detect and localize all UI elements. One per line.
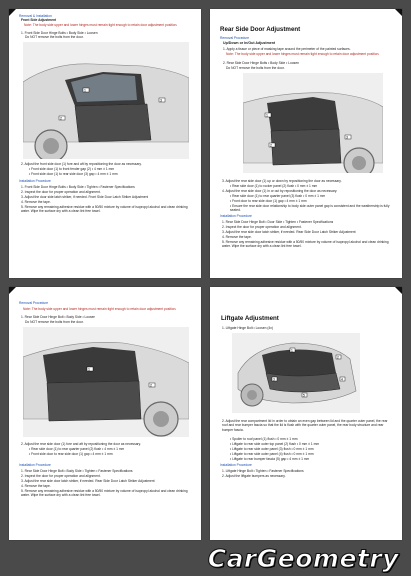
step-line: Do NOT remove the bolts from the door. bbox=[25, 320, 84, 324]
page-corner-mark bbox=[395, 287, 402, 294]
step-line: 1. Liftgate Hinge Bolt • Tighten • Fastener Specifications bbox=[222, 469, 304, 473]
page-corner-mark bbox=[9, 9, 16, 16]
step-line: 1. Apply a tissue or piece of masking tape around the perimeter of the painted surfaces. bbox=[223, 47, 351, 51]
step-line: • Liftgate to rear side outer panel (3) flush • 0 mm ± 1 mm bbox=[230, 447, 314, 451]
car-side-drawing bbox=[243, 73, 383, 173]
svg-text:1: 1 bbox=[88, 367, 90, 372]
svg-text:2: 2 bbox=[60, 116, 62, 121]
svg-text:1: 1 bbox=[84, 88, 86, 93]
step-line: 2. Adjust the liftgate bumpers as necessary. bbox=[222, 474, 286, 478]
step-line: • Rear side door (1) to rear quarter panel (2) flush • 4 mm ± 1 mm bbox=[29, 447, 125, 451]
link-installation-procedure[interactable]: Installation Procedure bbox=[19, 179, 51, 183]
svg-text:2: 2 bbox=[337, 355, 339, 360]
liftgate-illustration bbox=[232, 333, 360, 413]
step-line: 3. Adjust the rear side door latch striker, if needed. Rear Side Door Latch Striker Adjustment bbox=[222, 230, 356, 234]
step-line: 2. Inspect the door for proper operation and alignment. bbox=[21, 474, 101, 478]
step-line: 3. Adjust the rear side door latch striker, if needed. Rear Side Door Latch Striker Adjustment bbox=[21, 479, 155, 483]
link-installation-procedure[interactable]: Installation Procedure bbox=[220, 214, 252, 218]
page-title: Rear Side Door Adjustment bbox=[220, 26, 301, 33]
page-title: Liftgate Adjustment bbox=[221, 315, 279, 322]
step-line: 4. Remove the tape. bbox=[222, 235, 252, 239]
link-installation-procedure[interactable]: Installation Procedure bbox=[220, 463, 252, 467]
svg-text:3: 3 bbox=[160, 98, 162, 103]
note-text: Note: The body side upper and lower hinges must remain tight enough to retain door adjustment position. bbox=[226, 52, 380, 56]
step-line: • Liftgate to rear side outer top panel (2) flush • 0 mm ± 1 mm bbox=[230, 442, 320, 446]
step-line: 5. Remove any remaining adhesive residue with a 50/50 mixture by volume of isopropyl alcohol and clean drinking water. Wipe the surface dry with a clean lint free towel. bbox=[21, 205, 188, 214]
step-line: Do NOT remove the bolts from the door. bbox=[25, 35, 84, 39]
car-side-drawing bbox=[23, 327, 189, 437]
step-line: • Front side door to rear side door (1) gap • 4 mm ± 1 mm bbox=[29, 452, 113, 456]
step-line: • Front door to rear side door (1) gap • 4 mm ± 1 mm bbox=[230, 199, 307, 203]
section-heading: Front Side Adjustment bbox=[21, 18, 57, 22]
car-rear-drawing bbox=[232, 333, 360, 413]
step-line: 2. Adjust the rear compartment lid in order to obtain an even gap between lid and the quarter outer panel, the rear roof and rear bumper fascia so that the lid is flush with the quarter outer panel, the rear body structure and rear bumper fascia. bbox=[222, 419, 388, 432]
manual-page-rear-door bbox=[210, 9, 402, 278]
step-line: 2. Adjust the rear side door (1) fore and aft by repositioning the door as necessary. bbox=[21, 442, 141, 446]
step-line: 3. Adjust the rear side door (1) up or down by repositioning the door as necessary. bbox=[222, 179, 342, 183]
step-line: 2. Inspect the door for proper operation and alignment. bbox=[222, 225, 302, 229]
link-removal-installation[interactable]: Removal & Installation bbox=[19, 14, 52, 18]
svg-text:2: 2 bbox=[150, 383, 152, 388]
page-corner-mark bbox=[9, 287, 16, 294]
link-removal-procedure[interactable]: Removal Procedure bbox=[220, 36, 250, 40]
step-line: • Spoiler to roof panel (1) flush • 0 mm ± 1 mm bbox=[230, 437, 298, 441]
manual-page-rear-door-fore-aft bbox=[9, 287, 201, 540]
page-corner-mark bbox=[395, 9, 402, 16]
step-line: 2. Rear Side Door Hinge Bolts • Body Side • Loosen bbox=[223, 61, 299, 65]
step-line: 1. Front Side Door Hinge Bolts • Body Side • Loosen bbox=[21, 31, 98, 35]
front-door-illustration bbox=[23, 42, 189, 159]
step-line: 2. Adjust the front side door (1) fore and aft by repositioning the door as necessary. bbox=[21, 162, 142, 166]
step-line: 1. Front Side Door Hinge Bolts • Body Side • Tighten • Fastener Specifications bbox=[21, 185, 135, 189]
step-line: 4. Remove the tape. bbox=[21, 484, 51, 488]
rear-door-fore-aft-illustration bbox=[23, 327, 189, 437]
step-line: 1. Rear Side Door Hinge Bolt • Body Side • Loosen bbox=[21, 315, 96, 319]
svg-text:4: 4 bbox=[341, 377, 343, 382]
step-line: • Rear side door (1) to rear quarter panel (3) flush • 0 mm ± 1 mm bbox=[230, 194, 326, 198]
manual-page-front-door bbox=[9, 9, 201, 278]
step-line: • Rear side door (1) to rocker panel (2) flush • 0 mm ± 1 mm bbox=[230, 184, 318, 188]
svg-text:1: 1 bbox=[291, 348, 293, 353]
step-line: • Front side door (1) to front fender gap (2) • 4 mm ± 1 mm bbox=[29, 167, 115, 171]
svg-text:1: 1 bbox=[266, 113, 268, 118]
step-line: 3. Adjust the door side latch striker, if needed. Front Side Door Latch Striker Adjustment bbox=[21, 195, 149, 199]
step-line: Do NOT remove the bolts from the door. bbox=[226, 66, 285, 70]
car-side-drawing bbox=[23, 42, 189, 159]
step-line: 1. Rear Side Door Hinge Bolt • Door Side • Tighten • Fastener Specifications bbox=[222, 220, 334, 224]
note-text: Note: The body side upper and lower hinges must remain tight enough to retain door adjustment position. bbox=[24, 23, 178, 27]
svg-text:3: 3 bbox=[346, 135, 348, 140]
link-installation-procedure[interactable]: Installation Procedure bbox=[19, 463, 51, 467]
step-line: 2. Inspect the door for proper operation and alignment. bbox=[21, 190, 101, 194]
step-line: 4. Remove the tape. bbox=[21, 200, 51, 204]
svg-text:2: 2 bbox=[270, 143, 272, 148]
svg-text:3: 3 bbox=[273, 377, 275, 382]
footer-strip bbox=[0, 540, 411, 576]
svg-text:5: 5 bbox=[303, 393, 305, 398]
manual-page-liftgate bbox=[210, 287, 402, 540]
step-line: • Front side door (1) to rear side door (3) gap • 4 mm ± 1 mm bbox=[29, 172, 118, 176]
subheading: Up/Down or In/Out Adjustment bbox=[223, 41, 276, 45]
step-line: 4. Adjust the rear side door (1) in or out by repositioning the door as necessary. bbox=[222, 189, 338, 193]
step-line: 1. Rear Side Door Hinge Bolt • Body Side • Tighten • Fastener Specifications bbox=[21, 469, 133, 473]
brand-logo: CarGeometry bbox=[207, 544, 399, 573]
step-line: • Ensure the rear side door relationship to body side outer panel gap is consistent and the weatherstrip is fully seated. bbox=[230, 204, 390, 213]
step-line: 1. Liftgate Hinge Bolt • Loosen (4x) bbox=[222, 326, 274, 330]
step-line: 5. Remove any remaining adhesive residue with a 50/50 mixture by volume of isopropyl alcohol and clean drinking water. Wipe the surface dry with a clean lint free towel. bbox=[222, 240, 389, 249]
step-line: • Liftgate to rear bumper fascia (5) gap • 4 mm ± 1 mm bbox=[230, 457, 310, 461]
step-line: 5. Remove any remaining adhesive residue with a 50/50 mixture by volume of isopropyl alcohol and clean drinking water. Wipe the surface dry with a clean lint free towel. bbox=[21, 489, 188, 498]
rear-door-illustration bbox=[243, 73, 383, 173]
step-line: • Liftgate to rear side outer panel (4) flush • 0 mm ± 1 mm bbox=[230, 452, 314, 456]
link-removal-procedure[interactable]: Removal Procedure bbox=[19, 301, 49, 305]
note-text: Note: The body side upper and lower hinges must remain tight enough to retain door adjustment position. bbox=[23, 307, 177, 311]
